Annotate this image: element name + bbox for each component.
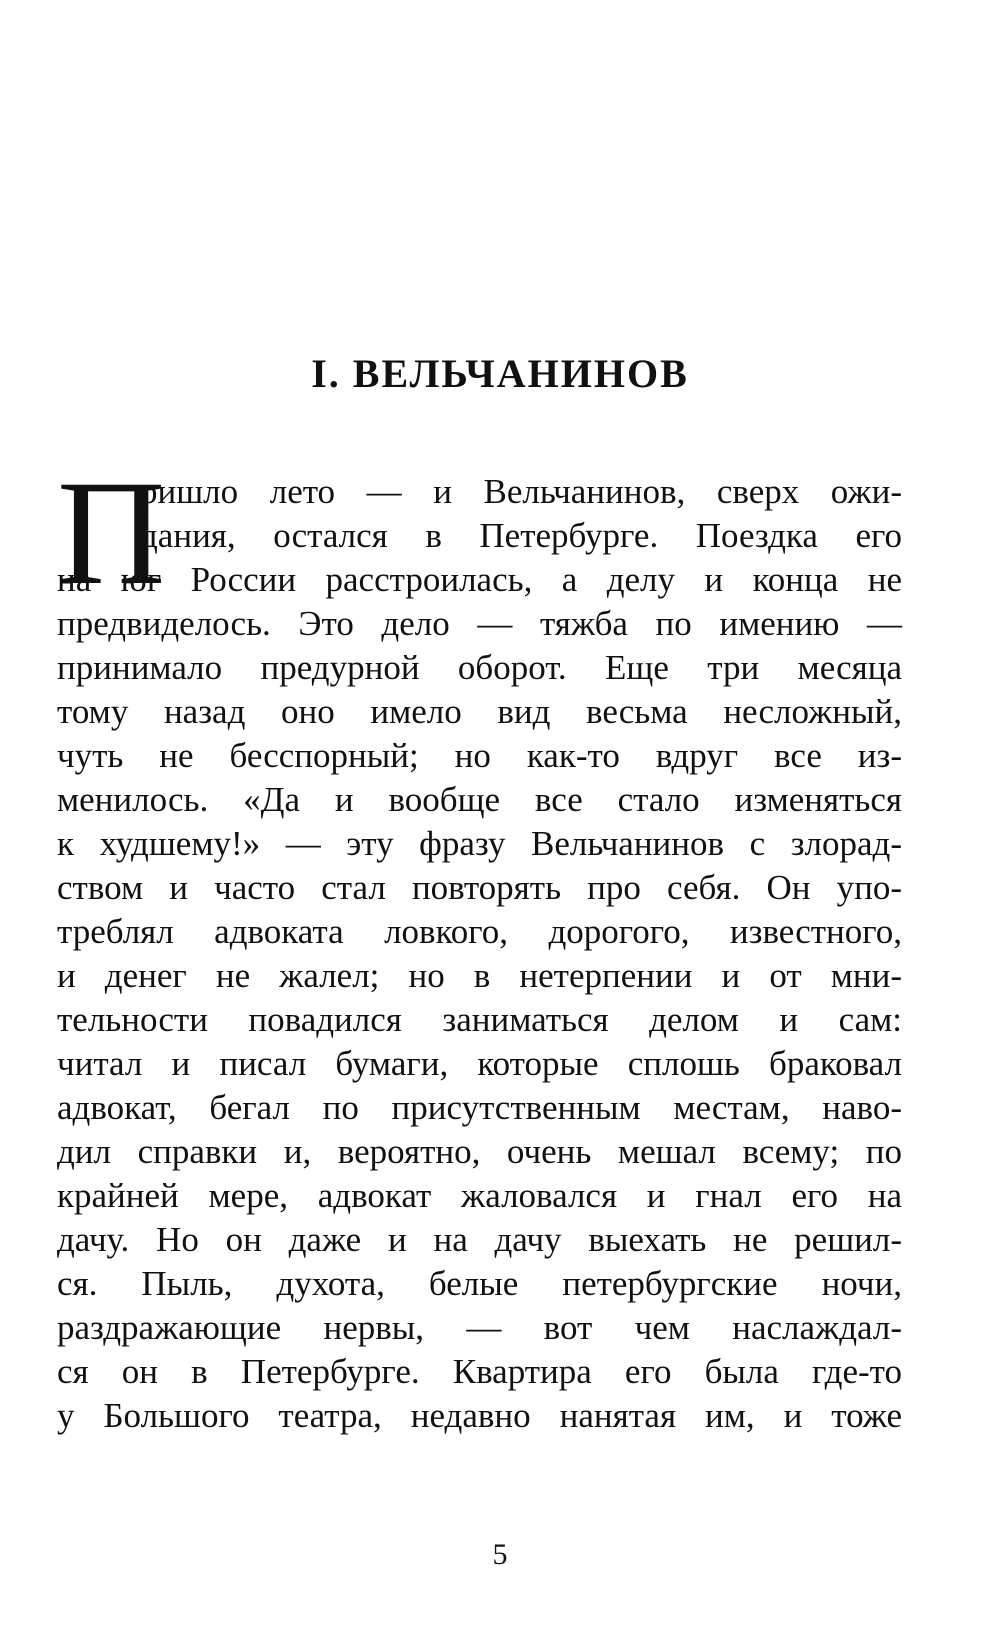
text-line: дил справки и, вероятно, очень мешал всему; по [57, 1132, 902, 1171]
text-line: и денег не жалел; но в нетерпении и от мни- [57, 956, 902, 995]
text-line: дания, остался в Петербурге. Поездка его [140, 516, 902, 555]
text-line: раздражающие нервы, — вот чем наслаждал- [57, 1308, 902, 1347]
text-line: крайней мере, адвокат жаловался и гнал его на [57, 1176, 902, 1215]
text-line: у Большого театра, недавно нанятая им, и тоже [57, 1396, 902, 1435]
text-line: ся он в Петербурге. Квартира его была где-то [57, 1352, 902, 1391]
text-line: к худшему!» — эту фразу Вельчанинов с злорад- [57, 824, 902, 863]
text-line: чуть не бесспорный; но как-то вдруг все из- [57, 736, 902, 775]
text-line: ством и часто стал повторять про себя. Он упо- [57, 868, 902, 907]
drop-cap: П [57, 450, 166, 616]
text-line: на юг России расстроилась, а делу и конца не [57, 560, 902, 599]
text-line: менилось. «Да и вообще все стало изменяться [57, 780, 902, 819]
text-line: тому назад оно имело вид весьма несложный, [57, 692, 902, 731]
text-line: треблял адвоката ловкого, дорогого, известного, [57, 912, 902, 951]
text-line: ришло лето — и Вельчанинов, сверх ожи- [140, 472, 902, 511]
text-line: читал и писал бумаги, которые сплошь браковал [57, 1044, 902, 1083]
page-number: 5 [492, 1538, 508, 1571]
text-line: принимало предурной оборот. Еще три месяца [57, 648, 902, 687]
text-line: предвиделось. Это дело — тяжба по имению — [57, 604, 902, 643]
text-line: адвокат, бегал по присутственным местам, наво- [57, 1088, 902, 1127]
text-line: ся. Пыль, духота, белые петербургские ночи, [57, 1264, 902, 1303]
text-line: дачу. Но он даже и на дачу выехать не решил- [57, 1220, 902, 1259]
chapter-title: I. ВЕЛЬЧАНИНОВ [311, 351, 689, 396]
text-line: тельности повадился заниматься делом и сам: [57, 1000, 902, 1039]
